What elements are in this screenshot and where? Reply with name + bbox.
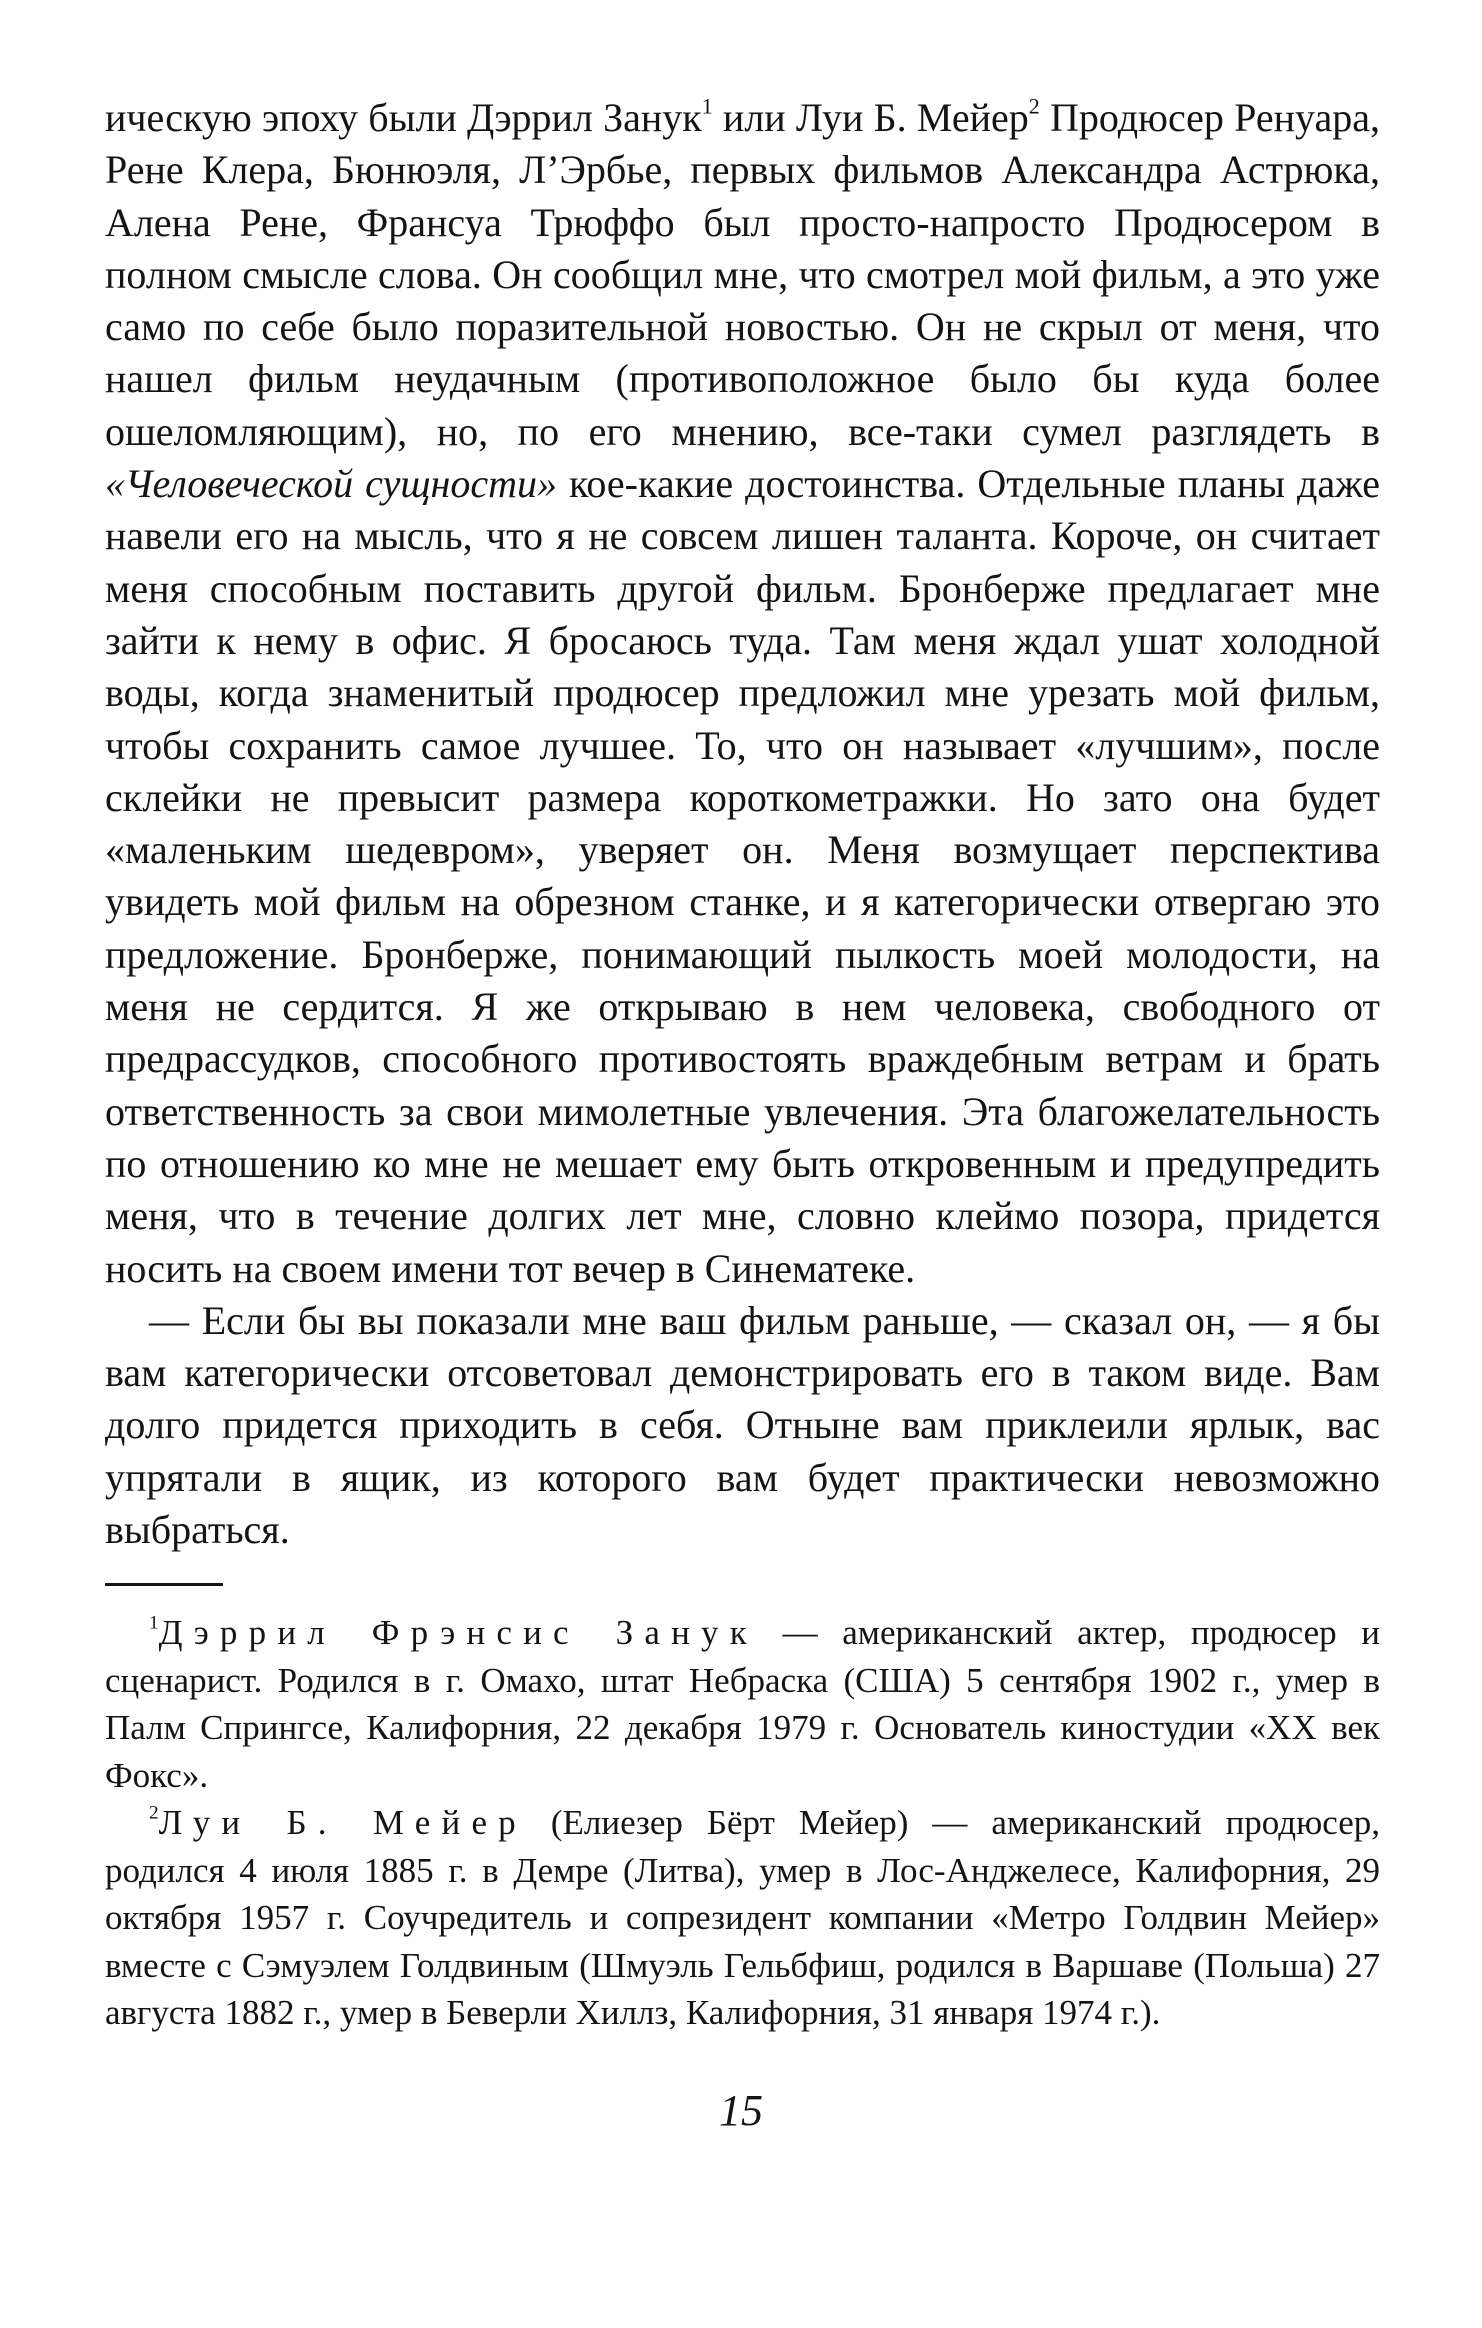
footnote-ref-1: 1 [701, 93, 713, 119]
footnote-1-text: — американский актер, продюсер и сценарист. Родился в г. Омахо, штат Небраска (США) 5 сентября 1902 г., умер в Палм Спрингсе, Калифорния, 22 декабря 1979 г. Основатель киностудии «XX век Фокс». [105, 1613, 1381, 1795]
footnote-1-name: Дэррил Фрэнсис Занук [158, 1613, 758, 1653]
page-number: 15 [719, 2086, 763, 2135]
paragraph-1-text-b: или Луи Б. Мейер [712, 95, 1029, 140]
footnote-1 [105, 1609, 1380, 1799]
footnote-2-text: (Елиезер Бёрт Мейер) — американский продюсер, родился 4 июля 1885 г. в Демре (Литва), умер в Лос-Анджелесе, Калифорния, 29 октября 1957 г. Соучредитель и сопрезидент компании «Метро Голдвин Мейер» вместе с Сэмуэлем Голдвиным (Шмуэль Гельбфиш, родился в Варшаве (Польша) 27 августа 1882 г., умер в Беверли Хиллз, Калифорния, 31 января 1974 г.). [105, 1803, 1380, 2033]
footnote-2-name: Луи Б. Мейер [158, 1803, 527, 1843]
paragraph-1-text-a: ическую эпоху были Дэррил Занук [105, 95, 702, 140]
footnote-divider [105, 1583, 223, 1586]
footnote-2-marker: 2 [149, 1802, 159, 1824]
book-page [105, 92, 1380, 2037]
body-paragraph-2: — Если бы вы показали мне ваш фильм раньше, — сказал он, — я бы вам категорически отсоветовал демонстрировать его в таком виде. Вам долго придется приходить в себя. Отныне вам приклеили ярлык, вас упрятали в ящик, из которого вам будет практически невозможно выбраться. [105, 1297, 1380, 1553]
body-paragraph-1 [105, 92, 1380, 1295]
footnotes [105, 1609, 1380, 2037]
paragraph-1-text-c: Продюсер Ренуара, Рене Клера, Бюнюэля, Л’Эрбье, первых фильмов Александра Астрюка, Алена Рене, Франсуа Трюффо был просто-напросто Продюсером в полном смысле слова. Он сообщил мне, что смотрел мой фильм, а это уже само по себе было поразительной новостью. Он не скрыл от меня, что нашел фильм неудачным (противоположное было бы куда более ошеломляющим), но, по его мнению, все-таки сумел разглядеть в [105, 95, 1380, 454]
footnote-2 [105, 1799, 1380, 2037]
paragraph-1-text-d: кое-какие достоинства. Отдельные планы даже навели его на мысль, что я не совсем лишен таланта. Короче, он считает меня способным поставить другой фильм. Бронберже предлагает мне зайти к нему в офис. Я бросаюсь туда. Там меня ждал ушат холодной воды, когда знаменитый продюсер предложил мне урезать мой фильм, чтобы сохранить самое лучшее. То, что он называет «лучшим», после склейки не превысит размера короткометражки. Но зато она будет «маленьким шедевром», уверяет он. Меня возмущает перспектива увидеть мой фильм на обрезном станке, и я категорически отвергаю это предложение. Бронберже, понимающий пылкость моей молодости, на меня не сердится. Я же открываю в нем человека, свободного от предрассудков, способного противостоять враждебным ветрам и брать ответственность за свои мимолетные увлечения. Эта благожелательность по отношению ко мне не мешает ему быть откровенным и предупредить меня, что в течение долгих лет мне, словно клеймо позора, придется носить на своем имени тот вечер в Синематеке. [105, 461, 1380, 1291]
footnote-ref-2: 2 [1028, 93, 1040, 119]
footnote-1-marker: 1 [149, 1612, 159, 1634]
film-title: «Человеческой сущности» [105, 461, 558, 507]
